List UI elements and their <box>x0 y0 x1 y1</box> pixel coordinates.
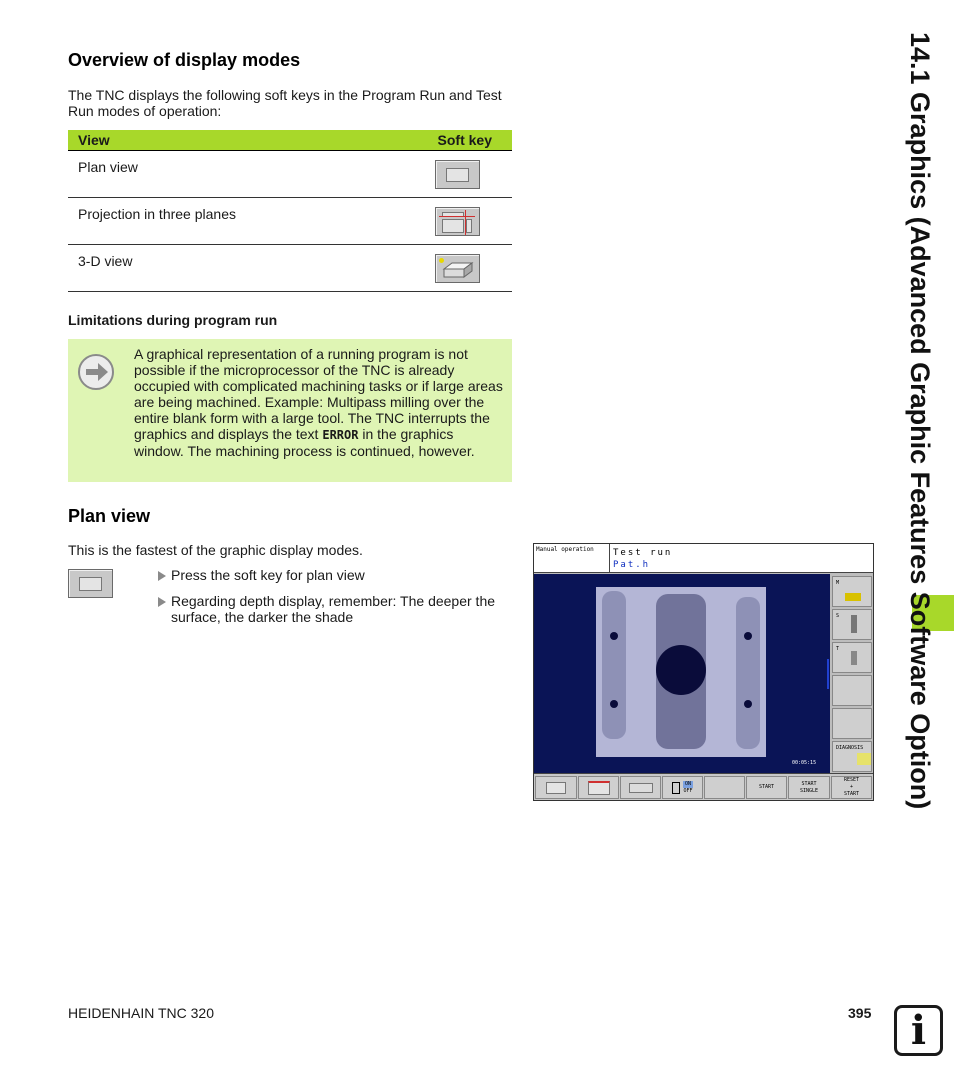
tnc-softkey-3d-view[interactable] <box>620 776 661 799</box>
tnc-softkey-t[interactable] <box>832 642 872 673</box>
tnc-softkey-blank[interactable] <box>704 776 745 799</box>
note-text <box>134 346 504 459</box>
footer-product: HEIDENHAIN TNC 320 <box>68 1005 215 1021</box>
tnc-side-softkeys <box>831 574 873 773</box>
tnc-softkey-start-single[interactable] <box>788 776 830 799</box>
tnc-softkey-s[interactable] <box>832 609 872 640</box>
tnc-screenshot <box>533 543 874 801</box>
arrow-right-icon <box>78 354 114 390</box>
tnc-softkey-t-label: T <box>836 646 840 652</box>
note-box <box>68 339 512 482</box>
softkey-table <box>68 130 512 292</box>
tnc-test-run-label: Test run <box>613 548 673 558</box>
plan-view-softkey-icon <box>68 569 113 598</box>
tnc-graphics-window <box>534 574 830 773</box>
chapter-side-title-text: 14.1 Graphics (Advanced Graphic Features Software Option) <box>905 32 935 810</box>
col-view-header: View <box>78 132 110 148</box>
note-text-part1: A graphical representation of a running program is not possible if the microprocessor of the TNC is already occupied with complicated machining tasks or if large areas are being machined. Example: Multipass milling over the entire blank form with a large tool. The TNC interrupts the graphics and displays the text <box>134 346 503 442</box>
tnc-softkey-m[interactable] <box>832 576 872 607</box>
step-2-text: Regarding depth display, remember: The deeper the surface, the darker the shade <box>171 593 496 625</box>
tnc-time-readout: 00:05:15 <box>792 760 817 766</box>
tnc-softkey-plan-view[interactable] <box>535 776 577 799</box>
plan-view-softkey-icon <box>435 160 480 189</box>
triangle-bullet-icon <box>158 571 166 581</box>
tnc-on-label: ON <box>684 780 692 787</box>
tnc-reset-2: + <box>849 784 853 790</box>
limitations-heading: Limitations during program run <box>68 312 278 328</box>
softkey-table-header <box>68 130 512 151</box>
note-text-part2: in the graphics window. The machining process is continued, however. <box>134 426 475 459</box>
tnc-start-single-2: SINGLE <box>799 787 819 794</box>
tnc-softkey-diagnosis-label: DIAGNOSIS <box>836 745 864 751</box>
overview-intro: The TNC displays the following soft keys in the Program Run and Test Run modes of operation: <box>68 87 502 119</box>
tnc-softkey-three-planes[interactable] <box>578 776 619 799</box>
page-number: 395 <box>848 1005 872 1021</box>
col-softkey-header: Soft key <box>437 132 492 148</box>
tnc-softkey-m-label: M <box>836 580 840 586</box>
tnc-reset-3: START <box>843 791 860 797</box>
row-label-3d-view: 3-D view <box>78 253 133 269</box>
plan-view-heading: Plan view <box>68 506 151 526</box>
step-2 <box>158 593 512 625</box>
row-label-plan-view: Plan view <box>78 159 138 175</box>
info-icon <box>894 1005 943 1056</box>
tnc-mode-label: Manual operation <box>536 546 594 553</box>
tnc-start-single-1: START <box>801 780 817 787</box>
overview-heading: Overview of display modes <box>68 50 301 70</box>
table-row <box>68 245 512 292</box>
tnc-softkey-reset-start[interactable] <box>831 776 872 799</box>
info-glyph: i <box>910 1007 927 1054</box>
step-1 <box>158 567 365 583</box>
tnc-softkey-diagnosis[interactable] <box>832 741 872 772</box>
tnc-off-label: OFF <box>683 787 693 794</box>
tnc-start-label: START <box>758 784 775 790</box>
row-label-three-planes: Projection in three planes <box>78 206 236 222</box>
tnc-softkey-s-label: S <box>836 613 840 619</box>
table-row <box>68 198 512 245</box>
tnc-softkey-start[interactable] <box>746 776 787 799</box>
3d-view-softkey-icon <box>435 254 480 283</box>
table-row <box>68 151 512 198</box>
three-planes-softkey-icon <box>435 207 480 236</box>
tnc-program-name: Pat.h <box>613 560 651 570</box>
tnc-softkey-block-skip[interactable] <box>662 776 703 799</box>
triangle-bullet-icon <box>158 597 166 607</box>
error-code-text: ERROR <box>322 428 359 442</box>
plan-view-graphic <box>534 574 830 773</box>
tnc-bottom-softkeys <box>534 773 873 800</box>
plan-view-intro: This is the fastest of the graphic display modes. <box>68 542 363 558</box>
step-1-text: Press the soft key for plan view <box>171 567 365 583</box>
tnc-softkey-empty-1[interactable] <box>832 675 872 706</box>
tnc-header <box>534 544 873 573</box>
tnc-softkey-empty-2[interactable] <box>832 708 872 739</box>
tnc-reset-1: RESET <box>843 777 860 783</box>
